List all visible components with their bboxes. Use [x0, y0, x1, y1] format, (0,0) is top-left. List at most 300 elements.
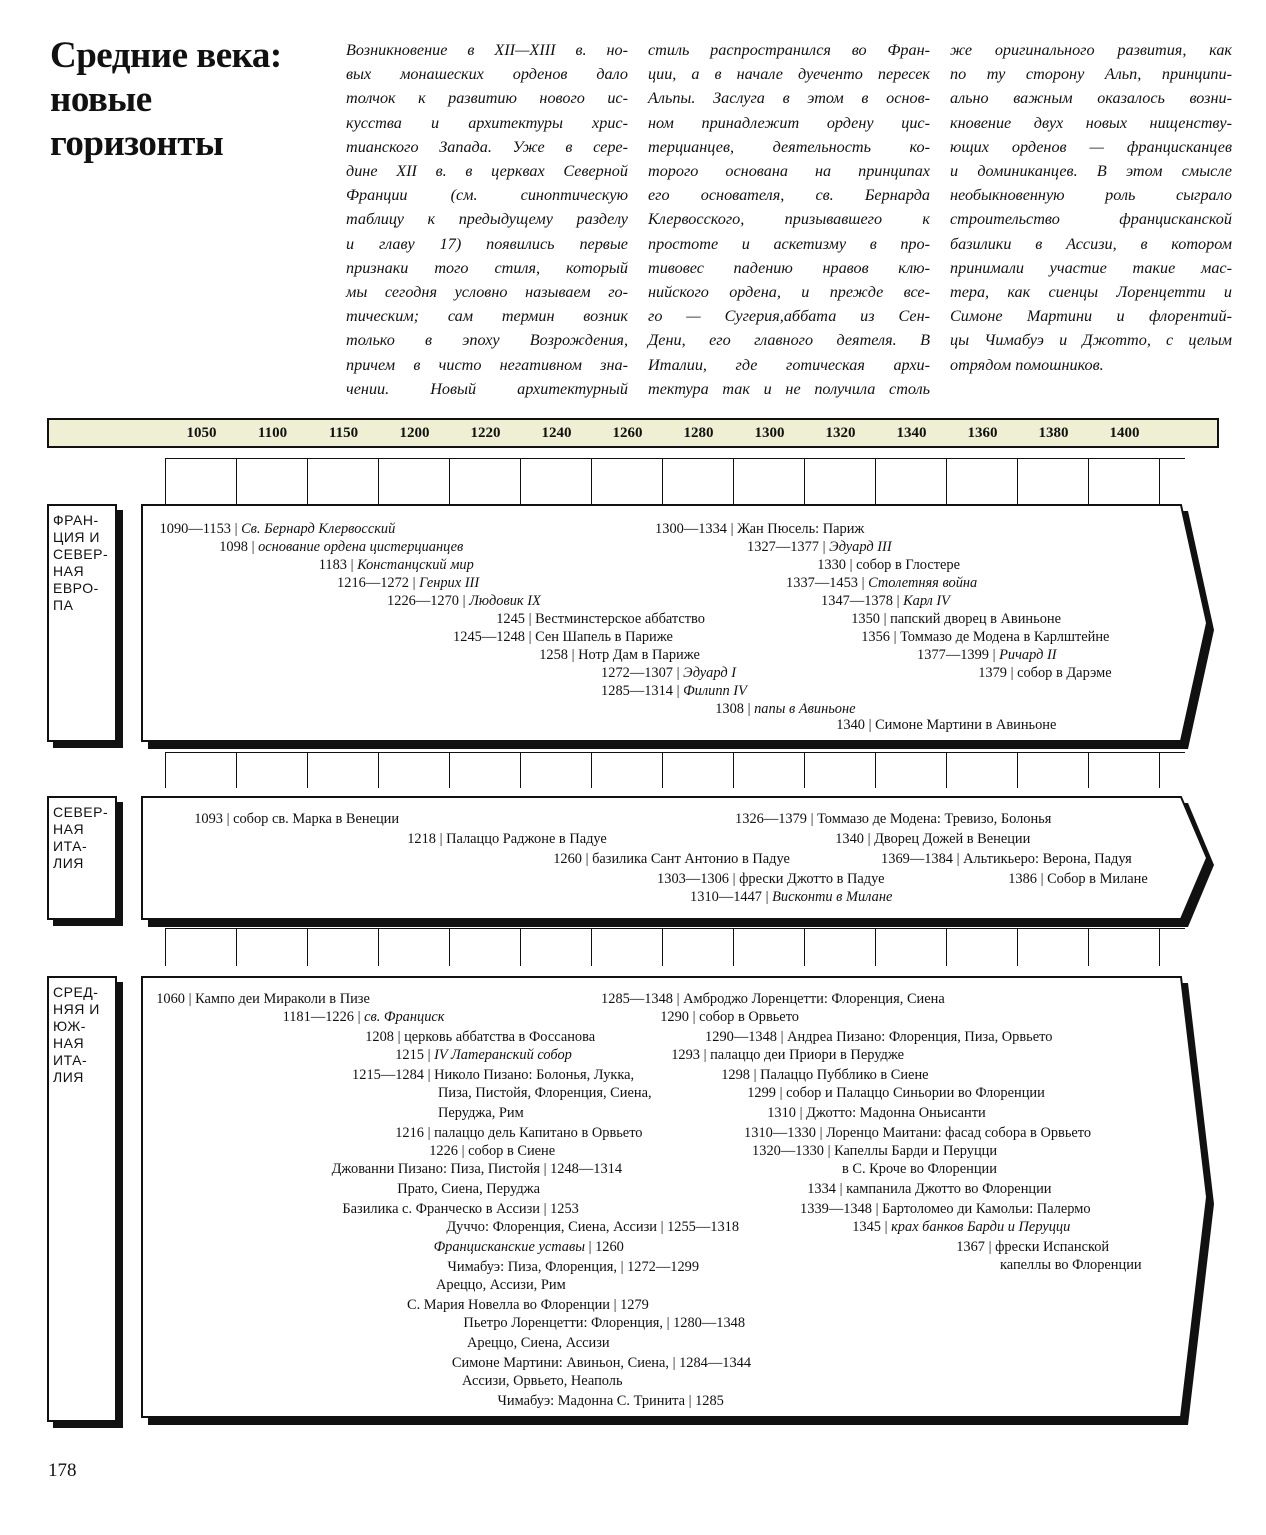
intro-line: тическим; сам термин возник [346, 307, 628, 326]
tick-line [520, 458, 521, 504]
entry-text: Францисканские уставы [433, 1239, 585, 1255]
timeline-entry: 1216 | палаццо дель Капитано в Орвьето [395, 1125, 643, 1141]
timeline-entry: 1215 | IV Латеранский собор [395, 1047, 572, 1063]
timeline-entry: 1245—1248 | Сен Шапель в Париже [453, 629, 673, 645]
timeline-entry: 1290—1348 | Андреа Пизано: Флоренция, Пиза, Орвьето [705, 1029, 1053, 1045]
region-label-line: ЛИЯ [53, 855, 84, 871]
entry-text: палаццо дель Капитано в Орвьето [434, 1125, 643, 1141]
year-label: 1200 [399, 425, 430, 441]
year-label: 1300 [754, 425, 785, 441]
timeline-entry: 1258 | Нотр Дам в Париже [539, 647, 700, 663]
tick-line [236, 458, 237, 504]
entry-date: 1377—1399 [917, 647, 989, 663]
timeline-entry: 1181—1226 | св. Франциск [282, 1009, 445, 1025]
region-label [47, 976, 117, 1422]
region-arrow-box [141, 976, 1219, 1418]
entry-text: фрески Испанской [995, 1239, 1110, 1255]
intro-line: же оригинального развития, как [950, 41, 1232, 59]
entry-text: Чимабуэ: Мадонна С. Тринита [497, 1393, 685, 1409]
tick-line [1159, 458, 1160, 504]
intro-column [346, 38, 628, 401]
tick-line [378, 458, 379, 504]
timeline-entry: Базилика с. Франческо в Ассизи | 1253 [342, 1201, 579, 1217]
intro-line: кусства и архитектуры хрис- [346, 113, 628, 132]
entry-date: 1216—1272 [337, 575, 409, 591]
entry-text: Кампо деи Мираколи в Пизе [195, 991, 370, 1007]
entry-date: 1093 [194, 811, 223, 827]
entry-text: в С. Кроче во Флоренции [842, 1161, 997, 1177]
entry-text: Альтикьеро: Верона, Падуя [963, 851, 1132, 867]
intro-line: причем в чисто негативном зна- [346, 355, 628, 374]
entry-text: Столетняя война [868, 575, 978, 591]
entry-text: Перуджа, Рим [438, 1105, 524, 1121]
entry-text: кампанила Джотто во Флоренции [846, 1181, 1052, 1197]
timeline-entry [1000, 1256, 1142, 1274]
entry-date: 1215—1284 [352, 1067, 424, 1083]
timeline-entry: Пьетро Лоренцетти: Флоренция, | 1280—1348 [463, 1315, 746, 1331]
entry-text: Джованни Пизано: Пиза, Пистойя [331, 1161, 540, 1177]
timeline-entry: Дуччо: Флоренция, Сиена, Ассизи | 1255—1318 [446, 1219, 740, 1235]
entry-text: Дуччо: Флоренция, Сиена, Ассизи [446, 1219, 657, 1235]
intro-line: его основателя, св. Бернарда [648, 186, 930, 205]
tick-line [165, 752, 166, 788]
tick-line [378, 752, 379, 788]
entry-date: 1260 [553, 851, 582, 867]
region-label-line: ФРАН- [53, 512, 99, 528]
entry-text: Симоне Мартини в Авиньоне [875, 717, 1057, 733]
entry-date: 1090—1153 [159, 521, 231, 537]
timeline-entry: Симоне Мартини: Авиньон, Сиена, | 1284—1344 [451, 1355, 752, 1371]
tick-line [1088, 928, 1089, 966]
timeline-entry: 1310 | Джотто: Мадонна Оньисанти [767, 1105, 986, 1121]
timeline-entry: 1347—1378 | Карл IV [821, 593, 950, 609]
entry-date: 1379 [978, 665, 1007, 681]
region-label-line: ЛИЯ [53, 1069, 84, 1085]
entry-date: 1300—1334 [655, 521, 727, 537]
timeline-entry: 1350 | папский дворец в Авиньоне [851, 611, 1061, 627]
year-label: 1400 [1109, 425, 1140, 441]
intro-line: ции, а в начале дуеченто пересек [648, 65, 930, 84]
entry-date: 1248—1314 [550, 1161, 623, 1177]
entry-date: 1272—1307 [601, 665, 673, 681]
timeline-entry: 1339—1348 | Бартоломео ди Камольи: Палермо [800, 1201, 1091, 1217]
entry-text: папы в Авиньоне [754, 701, 856, 717]
tick-band [165, 752, 1185, 788]
timeline-entry: 1285—1348 | Амброджо Лоренцетти: Флоренция, Сиена [601, 991, 945, 1007]
timeline-entry: 1310—1330 | Лоренцо Маитани: фасад собора в Орвьето [744, 1125, 1092, 1141]
timeline-entry: 1290 | собор в Орвьето [660, 1009, 799, 1025]
timeline-entry: 1215—1284 | Николо Пизано: Болонья, Лукка, [352, 1067, 635, 1083]
intro-column [648, 38, 930, 401]
timeline-entry: 1377—1399 | Ричард II [917, 647, 1057, 663]
tick-line [946, 458, 947, 504]
entry-date: 1218 [407, 831, 436, 847]
entry-text: Пьетро Лоренцетти: Флоренция, [463, 1315, 663, 1331]
tick-line [520, 928, 521, 966]
entry-text: Дворец Дожей в Венеции [874, 831, 1031, 847]
year-label: 1100 [257, 425, 288, 441]
timeline-entry: 1340 | Симоне Мартини в Авиньоне [836, 717, 1057, 733]
entry-text: собор св. Марка в Венеции [233, 811, 400, 827]
entry-date: 1290 [660, 1009, 689, 1025]
entry-text: крах банков Барди и Перуцци [891, 1219, 1071, 1235]
tick-line [946, 752, 947, 788]
timeline-entry: 1367 | фрески Испанской [956, 1239, 1110, 1255]
tick-band [165, 928, 1185, 966]
entry-date: 1326—1379 [735, 811, 807, 827]
entry-date: 1345 [852, 1219, 881, 1235]
entry-date: 1216 [395, 1125, 424, 1141]
timeline-entry: 1208 | церковь аббатства в Фоссанова [365, 1029, 596, 1045]
region-label-line: НЯЯ И [53, 1001, 100, 1017]
intro-line: ально важным оказалось возни- [950, 89, 1232, 108]
timeline-entry [438, 1084, 652, 1102]
year-label: 1360 [967, 425, 998, 441]
intro-line: цы Чимабуэ и Джотто, с целым [950, 331, 1232, 350]
entry-date: 1245—1248 [453, 629, 525, 645]
entry-text: папский дворец в Авиньоне [890, 611, 1061, 627]
entry-text: Томмазо де Модена: Тревизо, Болонья [817, 811, 1052, 827]
timeline-entry: 1216—1272 | Генрих III [337, 575, 480, 591]
timeline-entry: 1245 | Вестминстерское аббатство [496, 611, 705, 627]
region-label-line: СЕВЕР- [53, 546, 109, 562]
timeline-entry: 1345 | крах банков Барди и Перуцци [852, 1219, 1071, 1235]
timeline-entry: 1326—1379 | Томмазо де Модена: Тревизо, Болонья [735, 811, 1052, 827]
entry-date: 1293 [671, 1047, 700, 1063]
entry-text: Ассизи, Орвьето, Неаполь [462, 1373, 623, 1389]
entry-text: Людовик IX [469, 593, 541, 609]
entry-text: собор в Сиене [468, 1143, 556, 1159]
entry-text: Амброджо Лоренцетти: Флоренция, Сиена [683, 991, 945, 1007]
entry-date: 1226 [429, 1143, 458, 1159]
timeline-entry: 1183 | Констанцский мир [318, 557, 474, 573]
entry-text: Джотто: Мадонна Оньисанти [806, 1105, 986, 1121]
entry-text: собор в Дарэме [1017, 665, 1112, 681]
tick-line [236, 928, 237, 966]
entry-date: 1098 [219, 539, 248, 555]
entry-date: 1285—1348 [601, 991, 673, 1007]
intro-line: Альпы. Заслуга в этом в основ- [648, 89, 930, 108]
timeline-entry: 1218 | Палаццо Раджоне в Падуе [407, 831, 607, 847]
entry-text: собор в Орвьето [699, 1009, 799, 1025]
year-scale [47, 418, 1219, 448]
intro-line: и главу 17) появились первые [346, 234, 628, 253]
entry-text: Эдуард III [829, 539, 892, 555]
entry-text: Пиза, Пистойя, Флоренция, Сиена, [438, 1085, 652, 1101]
entry-text: Андреа Пизано: Флоренция, Пиза, Орвьето [787, 1029, 1053, 1045]
entry-date: 1260 [595, 1239, 624, 1255]
timeline-entry: 1334 | кампанила Джотто во Флоренции [807, 1181, 1052, 1197]
intro-line: тивовес падению нравов клю- [648, 258, 930, 277]
intro-line: только в эпоху Возрождения, [346, 331, 628, 350]
timeline-entry: 1386 | Собор в Милане [1008, 871, 1148, 887]
tick-line [1017, 458, 1018, 504]
tick-line [1088, 458, 1089, 504]
entry-date: 1272—1299 [627, 1259, 700, 1275]
timeline-entry: Джованни Пизано: Пиза, Пистойя | 1248—1314 [331, 1161, 623, 1177]
tick-line [733, 458, 734, 504]
intro-line: по ту сторону Альп, принципи- [950, 65, 1232, 84]
intro-line: торого основана на принципах [648, 162, 930, 181]
tick-line [591, 752, 592, 788]
entry-text: Филипп IV [683, 683, 747, 699]
entry-text: Св. Бернард Клервосский [241, 521, 396, 537]
region-label-line: ИТА- [53, 1052, 88, 1068]
timeline-entry: 1090—1153 | Св. Бернард Клервосский [159, 521, 396, 537]
timeline-entry: 1300—1334 | Жан Пюсель: Париж [655, 521, 865, 537]
tick-line [875, 752, 876, 788]
intro-line: Италии, где готическая архи- [648, 355, 930, 374]
entry-text: Висконти в Милане [772, 889, 893, 905]
entry-text: Чимабуэ: Пиза, Флоренция, [447, 1259, 617, 1275]
intro-line: таблицу к предыдущему разделу [346, 210, 628, 229]
timeline-entry: 1320—1330 | Капеллы Барди и Перуцци [752, 1143, 998, 1159]
entry-date: 1280—1348 [673, 1315, 746, 1331]
intro-line: Возникновение в XII—XIII в. но- [346, 41, 628, 59]
entry-date: 1253 [550, 1201, 579, 1217]
region-label-line: ПА [53, 597, 74, 613]
tick-line [875, 928, 876, 966]
tick-line [449, 458, 450, 504]
tick-line [733, 928, 734, 966]
intro-line: терцианцев, деятельность ко- [648, 137, 930, 156]
entry-text: Базилика с. Франческо в Ассизи [342, 1201, 540, 1217]
intro-column [950, 38, 1232, 377]
tick-line [165, 928, 166, 966]
tick-line [307, 458, 308, 504]
entry-text: фрески Джотто в Падуе [739, 871, 885, 887]
timeline-entry [467, 1334, 610, 1352]
entry-text: Симоне Мартини: Авиньон, Сиена, [451, 1355, 669, 1371]
entry-text: Вестминстерское аббатство [535, 611, 705, 627]
entry-text: Сен Шапель в Париже [535, 629, 673, 645]
entry-text: палаццо деи Приори в Перудже [710, 1047, 904, 1063]
intro-line: тианского Запада. Уже в сере- [346, 137, 628, 156]
timeline-entry: 1060 | Кампо деи Мираколи в Пизе [156, 991, 370, 1007]
intro-line: Франции (см. синоптическую [346, 186, 628, 205]
intro-line: простоте и аскетизму в про- [648, 234, 930, 253]
entry-text: С. Мария Новелла во Флоренции [406, 1297, 610, 1313]
entry-date: 1310 [767, 1105, 796, 1121]
timeline-entry: 1379 | собор в Дарэме [978, 665, 1112, 681]
entry-date: 1183 [318, 557, 347, 573]
tick-line [1017, 928, 1018, 966]
entry-date: 1337—1453 [786, 575, 858, 591]
tick-baseline [165, 928, 1185, 929]
entry-date: 1327—1377 [747, 539, 819, 555]
tick-line [733, 752, 734, 788]
tick-line [662, 752, 663, 788]
intro-line: необыкновенную роль сыграло [950, 186, 1232, 205]
intro-line: отрядом помошников. [950, 355, 1104, 374]
intro-line: базилики в Ассизи, в котором [950, 234, 1232, 253]
entry-date: 1298 [721, 1067, 750, 1083]
entry-text: IV Латеранский собор [434, 1047, 572, 1063]
entry-text: Ареццо, Сиена, Ассизи [467, 1335, 610, 1351]
year-label: 1220 [470, 425, 501, 441]
tick-line [236, 752, 237, 788]
intro-line: чении. Новый архитектурный [346, 379, 628, 398]
timeline-entry: Чимабуэ: Мадонна С. Тринита | 1285 [497, 1393, 724, 1409]
intro-line: мы сегодня условно называем го- [346, 283, 628, 302]
tick-line [520, 752, 521, 788]
entry-date: 1290—1348 [705, 1029, 777, 1045]
timeline-entry: 1272—1307 | Эдуард I [601, 665, 737, 681]
entry-date: 1356 [861, 629, 890, 645]
entry-date: 1285—1314 [601, 683, 673, 699]
tick-band [165, 458, 1185, 504]
tick-line [449, 752, 450, 788]
entry-date: 1320—1330 [752, 1143, 824, 1159]
entry-text: Эдуард I [683, 665, 737, 681]
timeline-entry: 1340 | Дворец Дожей в Венеции [835, 831, 1031, 847]
region-label [47, 504, 117, 742]
timeline-entry: 1330 | собор в Глостере [817, 557, 960, 573]
timeline-entry [438, 1104, 524, 1122]
entry-text: Ареццо, Ассизи, Рим [436, 1277, 566, 1293]
intro-line: принимали участие такие мас- [950, 258, 1232, 277]
entry-text: Томмазо де Модена в Карлштейне [900, 629, 1110, 645]
entry-date: 1208 [365, 1029, 394, 1045]
entry-date: 1350 [851, 611, 880, 627]
tick-line [449, 928, 450, 966]
region-label-line: ЕВРО- [53, 580, 99, 596]
tick-line [804, 458, 805, 504]
tick-line [662, 458, 663, 504]
timeline-entry: 1226 | собор в Сиене [429, 1143, 556, 1159]
entry-date: 1334 [807, 1181, 836, 1197]
timeline-entry: 1369—1384 | Альтикьеро: Верона, Падуя [881, 851, 1132, 867]
entry-date: 1285 [695, 1393, 724, 1409]
entry-text: Генрих III [419, 575, 480, 591]
timeline-entry [397, 1180, 540, 1198]
entry-date: 1181—1226 [282, 1009, 354, 1025]
intro-line: Дени, его главного деятеля. В [648, 331, 930, 350]
page-number: 178 [48, 1460, 77, 1481]
year-label: 1380 [1038, 425, 1069, 441]
entry-date: 1284—1344 [679, 1355, 752, 1371]
entry-text: основание ордена цистерцианцев [258, 539, 464, 555]
tick-baseline [165, 752, 1185, 753]
entry-text: Палаццо Пубблико в Сиене [760, 1067, 929, 1083]
year-label: 1260 [612, 425, 643, 441]
region-label-line: НАЯ [53, 563, 85, 579]
intro-line: кновение двух новых нищенству- [950, 113, 1232, 132]
entry-date: 1369—1384 [881, 851, 953, 867]
tick-line [662, 928, 663, 966]
entry-date: 1258 [539, 647, 568, 663]
entry-date: 1215 [395, 1047, 424, 1063]
timeline-entry: Чимабуэ: Пиза, Флоренция, | 1272—1299 [447, 1259, 700, 1275]
entry-date: 1330 [817, 557, 846, 573]
timeline-entry: 1260 | базилика Сант Антонио в Падуе [553, 851, 790, 867]
region-label-line: НАЯ [53, 1035, 85, 1051]
timeline-entry [436, 1276, 566, 1294]
tick-line [1159, 752, 1160, 788]
entry-date: 1303—1306 [657, 871, 729, 887]
tick-line [307, 752, 308, 788]
region-label-line: ЮЖ- [53, 1018, 86, 1034]
entry-text: капеллы во Флоренции [1000, 1257, 1142, 1273]
timeline-entry: Францисканские уставы | 1260 [433, 1239, 624, 1255]
entry-text: св. Франциск [364, 1009, 445, 1025]
entry-date: 1386 [1008, 871, 1037, 887]
tick-line [1017, 752, 1018, 788]
timeline-entry: 1303—1306 | фрески Джотто в Падуе [657, 871, 885, 887]
entry-date: 1245 [496, 611, 525, 627]
region-label-line: СРЕД- [53, 984, 99, 1000]
timeline-entry: 1337—1453 | Столетняя война [786, 575, 978, 591]
region-label-line: НАЯ [53, 821, 85, 837]
entry-text: Бартоломео ди Камольи: Палермо [882, 1201, 1091, 1217]
entry-date: 1299 [747, 1085, 776, 1101]
timeline-entry: 1098 | основание ордена цистерцианцев [219, 539, 464, 555]
tick-line [591, 458, 592, 504]
entry-date: 1255—1318 [667, 1219, 740, 1235]
entry-text: собор и Палаццо Синьории во Флоренции [786, 1085, 1045, 1101]
intro-line: и доминиканцев. В этом смысле [950, 162, 1232, 181]
entry-date: 1279 [620, 1297, 649, 1313]
entry-date: 1339—1348 [800, 1201, 872, 1217]
entry-date: 1367 [956, 1239, 985, 1255]
timeline-entry [842, 1160, 997, 1178]
entry-text: церковь аббатства в Фоссанова [404, 1029, 596, 1045]
year-label: 1320 [825, 425, 856, 441]
entry-date: 1310—1330 [744, 1125, 816, 1141]
timeline-entry: 1310—1447 | Висконти в Милане [690, 889, 893, 905]
entry-text: Николо Пизано: Болонья, Лукка, [434, 1067, 635, 1083]
entry-date: 1308 [715, 701, 744, 717]
year-label: 1050 [186, 425, 217, 441]
timeline-entry: 1093 | собор св. Марка в Венеции [194, 811, 400, 827]
timeline-entry: С. Мария Новелла во Флоренции | 1279 [406, 1297, 649, 1313]
arrow-shape [141, 976, 1219, 1418]
entry-text: Собор в Милане [1047, 871, 1148, 887]
intro-line: ном принадлежит ордену цис- [648, 113, 930, 132]
timeline-entry: 1293 | палаццо деи Приори в Перудже [671, 1047, 904, 1063]
year-label: 1280 [683, 425, 714, 441]
tick-line [804, 752, 805, 788]
year-label: 1340 [896, 425, 927, 441]
entry-date: 1340 [836, 717, 865, 733]
region-label-line: СЕВЕР- [53, 804, 109, 820]
timeline-entry: 1285—1314 | Филипп IV [601, 683, 747, 699]
timeline-entry: 1298 | Палаццо Пубблико в Сиене [721, 1067, 929, 1083]
entry-text: базилика Сант Антонио в Падуе [592, 851, 790, 867]
page-title: Средние века: новые горизонты [50, 35, 282, 164]
timeline-entry [462, 1372, 623, 1390]
timeline-entry: 1327—1377 | Эдуард III [747, 539, 892, 555]
tick-line [946, 928, 947, 966]
entry-text: собор в Глостере [856, 557, 960, 573]
entry-date: 1340 [835, 831, 864, 847]
intro-line: вых монашеских орденов дало [346, 65, 628, 84]
entry-date: 1060 [156, 991, 185, 1007]
tick-line [1088, 752, 1089, 788]
tick-line [591, 928, 592, 966]
tick-line [875, 458, 876, 504]
entry-text: Палаццо Раджоне в Падуе [446, 831, 607, 847]
timeline-entry: 1226—1270 | Людовик IX [387, 593, 541, 609]
intro-line: ющих орденов — францисканцев [950, 137, 1232, 156]
entry-text: Жан Пюсель: Париж [737, 521, 865, 537]
entry-date: 1310—1447 [690, 889, 762, 905]
entry-text: Нотр Дам в Париже [578, 647, 700, 663]
region-label-line: ИТА- [53, 838, 88, 854]
tick-line [378, 928, 379, 966]
entry-text: Капеллы Барди и Перуцци [834, 1143, 998, 1159]
intro-line: признаки того стиля, который [346, 258, 628, 277]
